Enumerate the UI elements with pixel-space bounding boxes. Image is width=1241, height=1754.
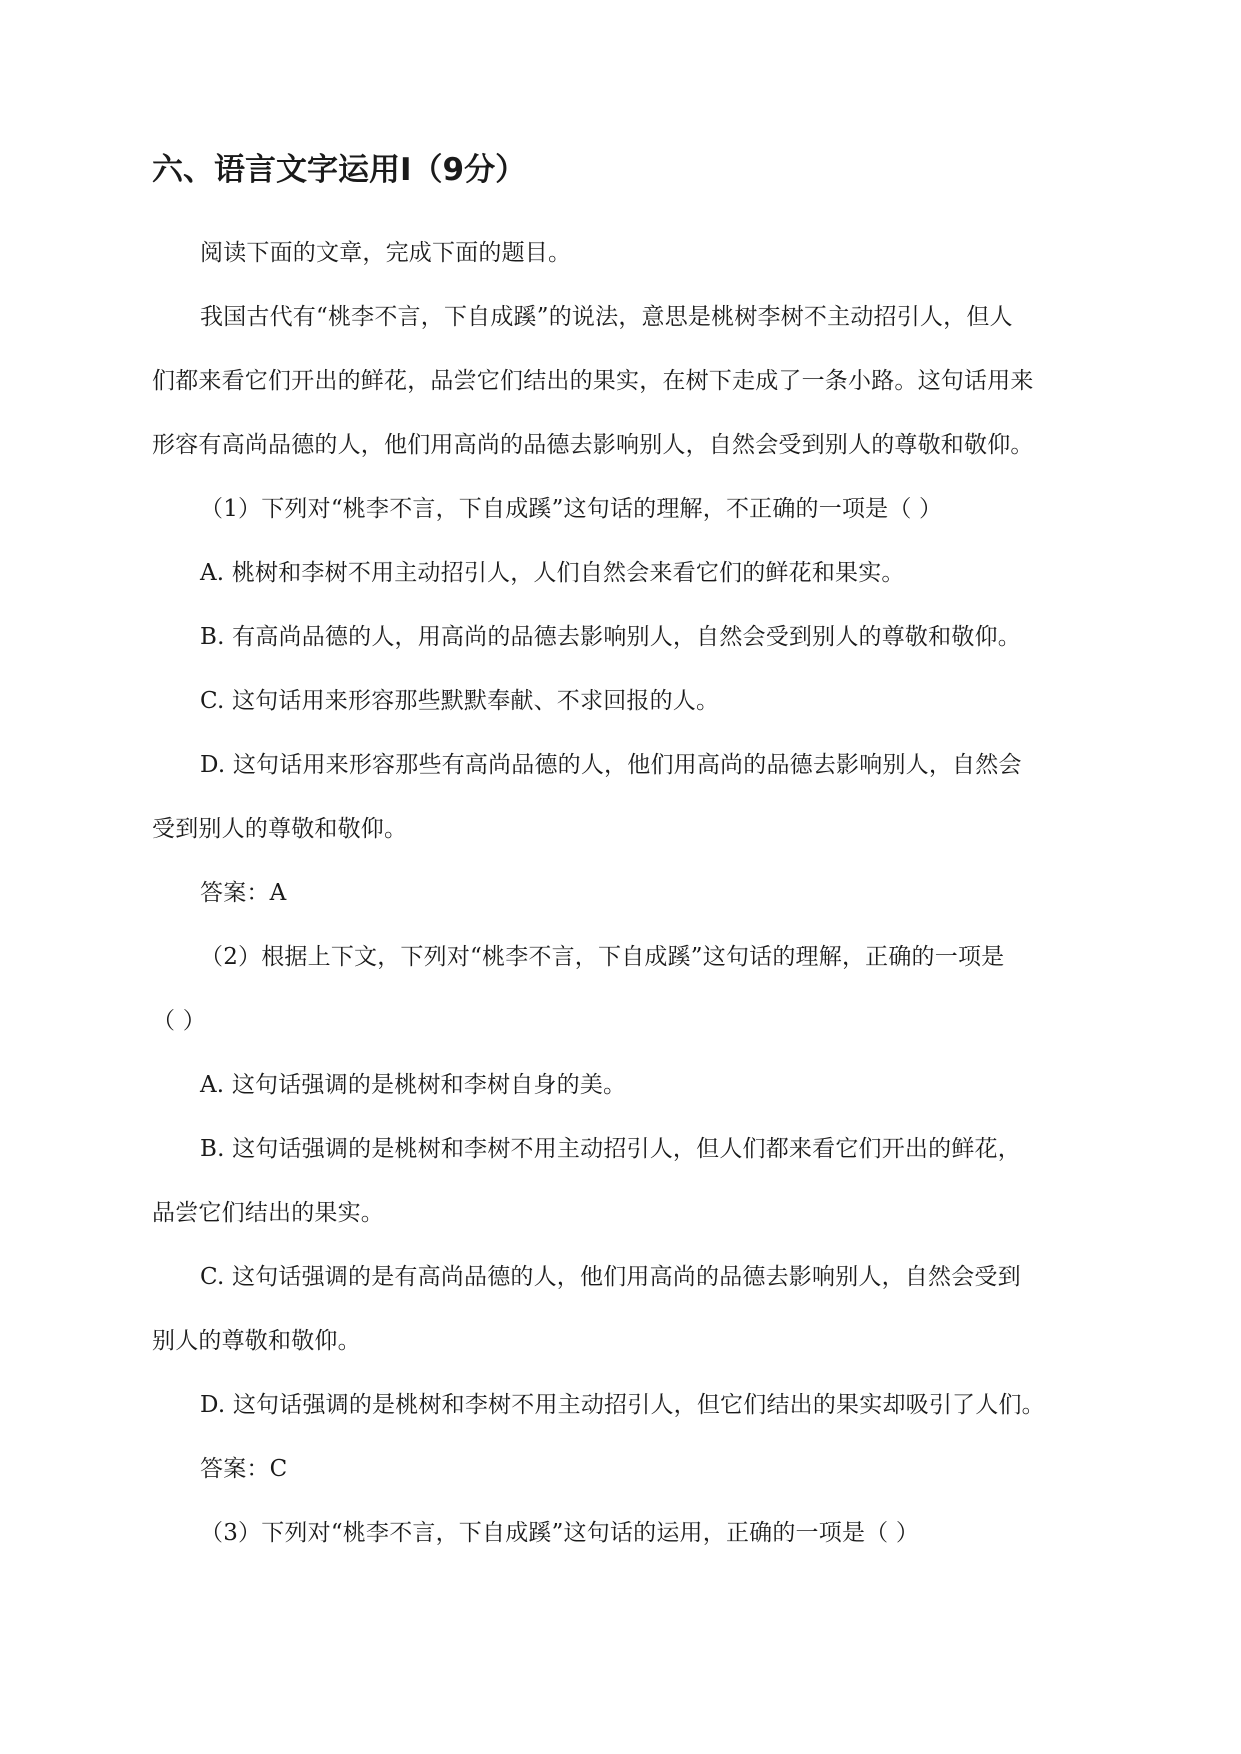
question-2-stem-continued: （ ） <box>152 1008 206 1034</box>
q2-answer: 答案：C <box>200 1456 288 1482</box>
q2-option-a: A. 这句话强调的是桃树和李树自身的美。 <box>200 1072 627 1098</box>
question-2-stem: （2）根据上下文，下列对“桃李不言，下自成蹊”这句话的理解，正确的一项是 <box>200 944 1005 970</box>
q2-option-c: C. 这句话强调的是有高尚品德的人，他们用高尚的品德去影响别人，自然会受到 <box>200 1264 1021 1290</box>
q2-option-d: D. 这句话强调的是桃树和李树不用主动招引人，但它们结出的果实却吸引了人们。 <box>200 1392 1045 1418</box>
passage-line: 我国古代有“桃李不言，下自成蹊”的说法，意思是桃树李树不主动招引人，但人 <box>200 304 1013 330</box>
q1-option-b: B. 有高尚品德的人，用高尚的品德去影响别人，自然会受到别人的尊敬和敬仰。 <box>200 624 1021 650</box>
section-title: 六、语言文字运用Ⅰ（9分） <box>152 152 527 188</box>
instruction-text: 阅读下面的文章，完成下面的题目。 <box>200 240 572 266</box>
q1-option-c: C. 这句话用来形容那些默默奉献、不求回报的人。 <box>200 688 720 714</box>
question-1-stem: （1）下列对“桃李不言，下自成蹊”这句话的理解，不正确的一项是（ ） <box>200 496 943 522</box>
q1-option-a: A. 桃树和李树不用主动招引人，人们自然会来看它们的鲜花和果实。 <box>200 560 905 586</box>
q1-option-d: D. 这句话用来形容那些有高尚品德的人，他们用高尚的品德去影响别人，自然会 <box>200 752 1022 778</box>
question-3-stem: （3）下列对“桃李不言，下自成蹊”这句话的运用，正确的一项是（ ） <box>200 1520 920 1546</box>
passage-line: 们都来看它们开出的鲜花，品尝它们结出的果实，在树下走成了一条小路。这句话用来 <box>152 368 1034 394</box>
q2-option-b-continued: 品尝它们结出的果实。 <box>152 1200 384 1226</box>
q2-option-c-continued: 别人的尊敬和敬仰。 <box>152 1328 361 1354</box>
q1-answer: 答案：A <box>200 880 287 906</box>
passage-line: 形容有高尚品德的人，他们用高尚的品德去影响别人，自然会受到别人的尊敬和敬仰。 <box>152 432 1034 458</box>
q1-option-d-continued: 受到别人的尊敬和敬仰。 <box>152 816 408 842</box>
q2-option-b: B. 这句话强调的是桃树和李树不用主动招引人，但人们都来看它们开出的鲜花， <box>200 1136 1021 1162</box>
